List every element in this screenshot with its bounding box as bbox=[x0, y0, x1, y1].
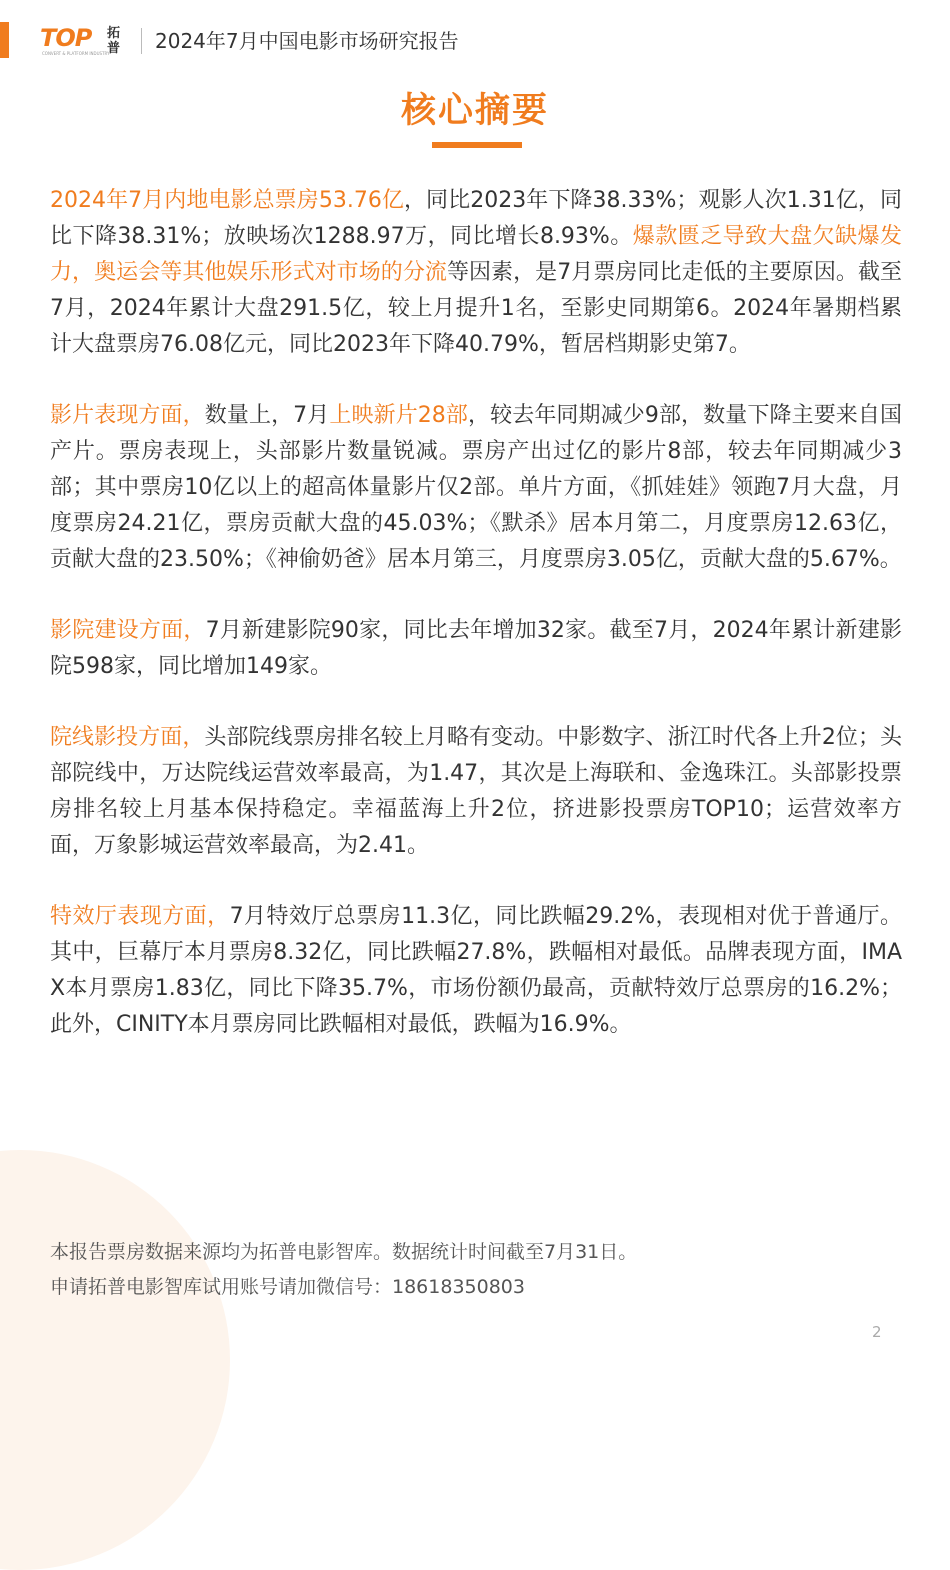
body-text: ，较去年同期减少9部，数量下降主要来自国产片。票房表现上，头部影片数量锐减。票房产出过亿的影片8部，较去年同期减少3部；其中票房10亿以上的超高体量影片仅2部。单片方面，《抓娃娃》领跑7月大盘，月度票房24.21亿，票房贡献大盘的45.03%；《默杀》居本月第二，月度票房12.63亿，贡献大盘的23.50%；《神偷奶爸》居本月第三，月度票房3.05亿，贡献大盘的5.67%。 bbox=[50, 403, 903, 572]
title-underline bbox=[432, 142, 522, 148]
decorative-circle bbox=[0, 1150, 230, 1570]
paragraph-box-office bbox=[50, 183, 902, 363]
body-text: 7月特效厅总票房11.3亿，同比跌幅29.2%，表现相对优于普通厅。其中，巨幕厅本月票房8.32亿，同比跌幅27.8%，跌幅相对最低。品牌表现方面，IMAX本月票房1.83亿，同比下降35.7%，市场份额仍最高，贡献特效厅总票房的16.2%；此外，CINITY本月票房同比跌幅相对最低，跌幅为16.9%。 bbox=[50, 904, 902, 1037]
header-divider bbox=[141, 28, 142, 54]
footnote-data-source: 本报告票房数据来源均为拓普电影智库。数据统计时间截至7月31日。 bbox=[50, 1241, 638, 1263]
footnote-contact: 申请拓普电影智库试用账号请加微信号：18618350803 bbox=[50, 1276, 525, 1298]
section-heading: 特效厅表现方面， bbox=[50, 904, 230, 929]
section-heading: 影片表现方面， bbox=[50, 403, 205, 428]
highlight-text: 上映新片28部 bbox=[329, 403, 469, 428]
paragraph-premium-halls bbox=[50, 899, 902, 1043]
highlight-text: 2024年7月内地电影总票房53.76亿 bbox=[50, 188, 404, 213]
highlight-text: 爆款匮乏导致大盘欠缺爆发力，奥运会等其他娱乐形式对市场的分流 bbox=[50, 224, 902, 285]
report-title: 2024年7月中国电影市场研究报告 bbox=[155, 29, 459, 53]
page-number: 2 bbox=[872, 1323, 882, 1341]
body-text: 数量上，7月 bbox=[204, 403, 330, 428]
company-logo bbox=[40, 24, 144, 58]
logo-chinese: 拓普 bbox=[107, 26, 121, 56]
logo-subtitle: CONVERT & PLATFORM INDUSTRY bbox=[42, 51, 110, 56]
summary-content bbox=[50, 183, 902, 1078]
body-text: ，同比2023年下降38.33%；观影人次1.31亿，同比下降38.31%；放映场次1288.97万，同比增长8.93%。 bbox=[50, 188, 902, 249]
body-text: 7月新建影院90家，同比去年增加32家。截至7月，2024年累计新建影院598家，同比增加149家。 bbox=[50, 618, 902, 679]
section-heading: 影院建设方面， bbox=[50, 618, 206, 643]
footnotes bbox=[50, 1235, 900, 1305]
page-title: 核心摘要 bbox=[400, 91, 549, 131]
paragraph-circuits bbox=[50, 720, 902, 864]
paragraph-films bbox=[50, 398, 902, 578]
paragraph-cinemas bbox=[50, 613, 902, 685]
logo-text: TOP bbox=[40, 24, 92, 52]
body-text: 头部院线票房排名较上月略有变动。中影数字、浙江时代各上升2位；头部院线中，万达院线运营效率最高，为1.47，其次是上海联和、金逸珠江。头部影投票房排名较上月基本保持稳定。幸福蓝海上升2位，挤进影投票房TOP10；运营效率方面，万象影城运营效率最高，为2.41。 bbox=[50, 725, 902, 858]
section-heading: 院线影投方面， bbox=[50, 725, 205, 750]
header-accent-bar bbox=[0, 22, 9, 58]
body-text: 等因素，是7月票房同比走低的主要原因。截至7月，2024年累计大盘291.5亿，较上月提升1名，至影史同期第6。2024年暑期档累计大盘票房76.08亿元，同比2023年下降40.79%，暂居档期影史第7。 bbox=[50, 260, 902, 357]
